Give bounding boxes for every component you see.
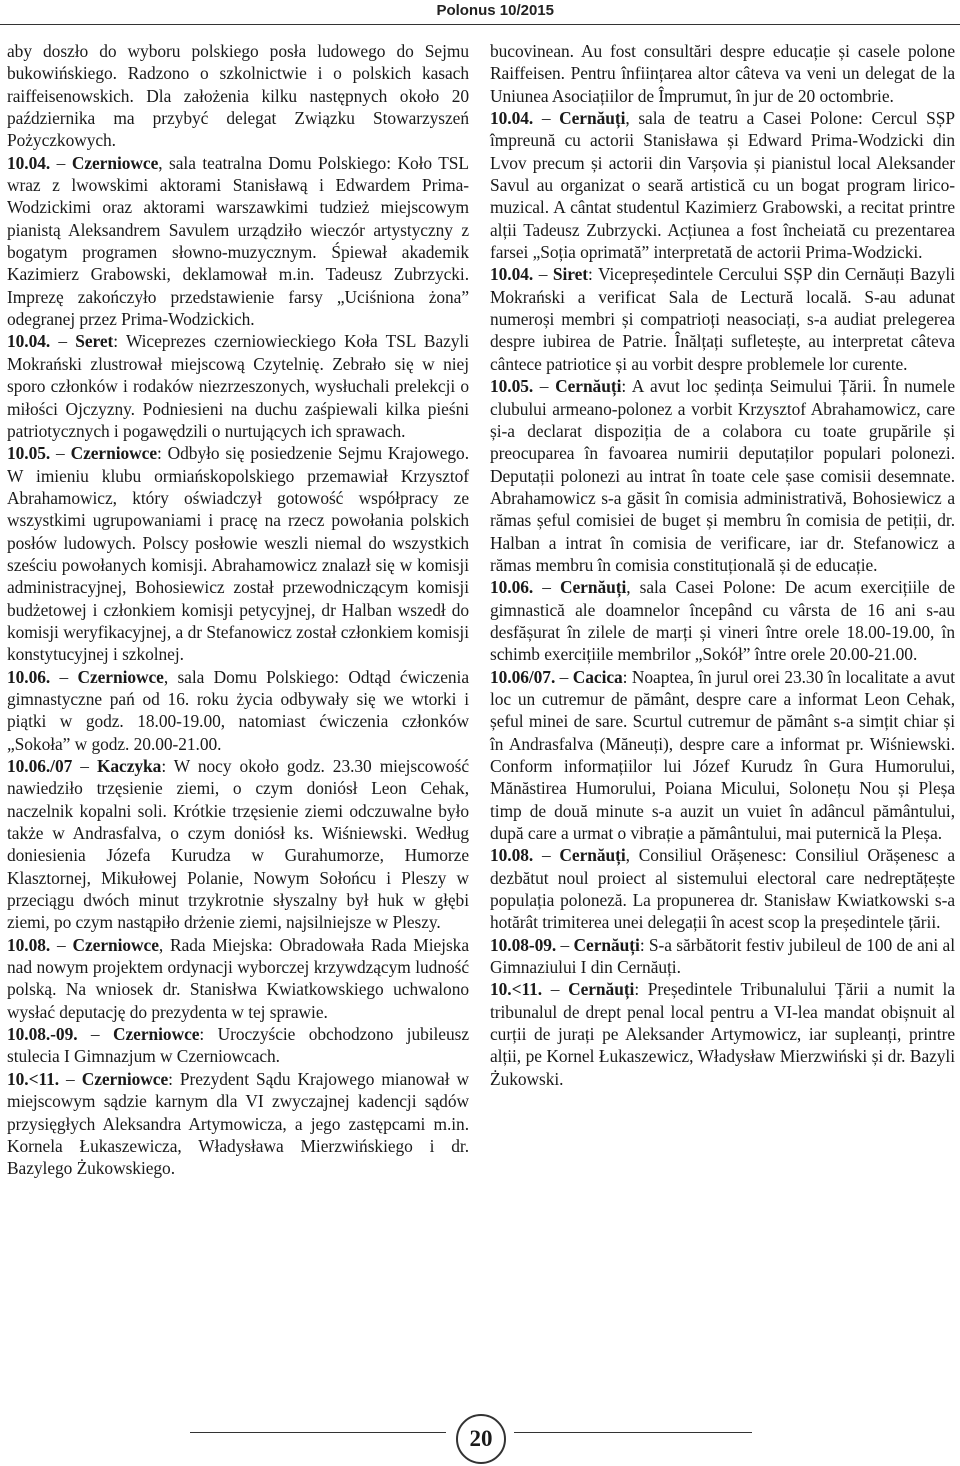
entry-separator: – <box>533 264 553 285</box>
entry-separator: – <box>533 577 560 598</box>
entry-place: Seret <box>75 331 114 352</box>
entry-place: Cernăuți <box>568 979 635 1000</box>
chronicle-entry <box>490 107 955 263</box>
journal-header: Polonus 10/2015 <box>436 2 554 19</box>
entry-separator: – <box>555 666 573 687</box>
chronicle-entry <box>490 978 955 1090</box>
entry-date: 10.06. <box>490 577 534 598</box>
chronicle-entry <box>7 666 469 755</box>
entry-text: : Vicepreședintele Cercului SȘP din Cernăuți Bazyli Mokrański a verificat Sala de Lectură locală. S-au adunat numeroși membri și compatrioți neasociați, s-a audiat prelegerea despre iubirea de Patrie. Înălțați sufletește, au interpretat câteva cântece patriotice și au vorbit despre problemele lor curente. <box>490 264 955 374</box>
chronicle-entry <box>490 576 955 665</box>
entry-separator: – <box>533 108 560 129</box>
entry-date: 10.08-09. <box>490 934 557 955</box>
entry-separator: – <box>50 443 71 464</box>
header-rule <box>0 24 960 25</box>
chronicle-entry <box>7 330 469 442</box>
entry-date: 10.08.-09. <box>7 1024 78 1045</box>
entry-place: Czerniowce <box>113 1024 200 1045</box>
entry-place: Cernăuți <box>573 934 640 955</box>
entry-separator: – <box>50 666 78 687</box>
entry-separator: – <box>542 979 569 1000</box>
left-entries <box>7 152 469 1180</box>
entry-date: 10.06. <box>7 666 51 687</box>
chronicle-entry <box>490 375 955 576</box>
entry-text: , sala teatralna Domu Polskiego: Koło TSL wraz z lwowskimi aktorami Stanisławą i Edwardem Prima-Wodzickimi oraz aktorami warszawkimi tudzież miejscowym pianistą Aleksandrem Savulem urządziło wieczór artystyczny z bogatym programen słowno-muzycznym. Śpiewał akademik Kazimierz Grabowski, deklamował m.in. Tadeusz Zubrzycki. Imprezę zakończyło przedstawienie farsy „Uciśniona żona” odegranej przez Prima-Wodzickich. <box>7 152 469 330</box>
entry-place: Siret <box>552 264 589 285</box>
entry-date: 10.04. <box>7 152 51 173</box>
chronicle-entry <box>490 934 955 979</box>
entry-text: : Președintele Tribunalului Țării a numit la tribunalul de drept penal local pentru a VI-lea mandat obișnuit al curții de jurați pe Aleksander Artymowicz, iar supleanți, printre alții, pe Kornel Łukaszewicz, Władysław Mierzwiński și dr. Bazyli Żukowski. <box>490 979 955 1089</box>
entry-date: 10.06./07 <box>7 756 73 776</box>
entry-place: Czerniowce <box>71 152 159 173</box>
entry-separator: – <box>50 331 76 352</box>
entry-date: 10.<11. <box>490 979 543 1000</box>
chronicle-entry <box>7 1068 469 1180</box>
entry-date: 10.04. <box>7 331 51 352</box>
footer-rule-right <box>514 1432 752 1433</box>
chronicle-entry <box>7 442 469 665</box>
entry-text: , sala de teatru a Casei Polone: Cercul SȘP împreună cu actorii Stanisława și Edward Prima-Wodzicki din Lvov precum și actorii din Varșovia și pianistul local Aleksander Savul au organizat o seară artistică cu un bogat program lirico-muzical. A cântat studentul Kazimierz Grabowski, a recitat printre alții Tadeusz Zubrzycki. Acțiunea a fost încheiată cu prezentarea farsei „Soția oprimată” interpretată de actorii Prima-Wodzicki. <box>490 108 955 263</box>
entry-place: Czerniowce <box>72 934 159 955</box>
right-entries <box>490 107 955 1090</box>
entry-separator: – <box>50 934 73 955</box>
chronicle-entry <box>7 934 469 1023</box>
chronicle-entry <box>490 666 955 845</box>
entry-date: 10.04. <box>490 108 534 129</box>
chronicle-entry <box>490 844 955 933</box>
entry-text: : Prezydent Sądu Krajowego mianował w miejscowym sądzie karnym dla VI zwyczajnej kadencji sądów przysięgłych Aleksandra Artymowicza, a jego zastępcami m.in. Kornela Łukaszewicza, Władysława Mierzwińskiego i dr. Bazylego Żukowskiego. <box>7 1068 469 1179</box>
entry-text: , Consiliul Orășenesc: Consiliul Orășenesc a dezbătut noul proiect al sistemului electoral care nedreptățește populația poloneză. La propunerea dr. Stanisław Kwiatkowski s-a hotărât trimiterea unei delegații în acest scop la președintele țării. <box>490 845 955 933</box>
entry-text: , Rada Miejska: Obradowała Rada Miejska nad nowym projektem ordynacji wyborczej krzywdzącym ludność polską. Na wniosek dr. Stanisłwa Kwiatkowskiego uchwalono wysłać deputację do prezydenta w tej sprawie. <box>7 934 469 1022</box>
entry-date: 10.05. <box>7 443 51 464</box>
entry-text: : A avut loc ședința Seimului Țării. În numele clubului armeano-polonez a vorbit Krzysztof Abrahamowicz, care și-a declarat dispoziția de a colabora cu toate grupările și preocuparea în favoarea numirii deputaților populari polonezi. Deputații polonezi au intrat în toate cele șase comisii desemnate. Abrahamowicz s-a găsit în comisia administrativă, Bohosiewicz a rămas șeful comisiei de buget și membru în comisia de petiții, dr. Halban a intrat în comisia de verificare, iar dr. Stefanowicz a rămas membru în comisia constituțională și de educație. <box>490 376 955 575</box>
entry-text: , sala Casei Polone: De acum exercițiile de gimnastică ale doamnelor începând cu vârsta de 16 ani s-au desfășurat în zilele de marți și vineri între orele 18.00-19.00, în schimb exercițiile membrilor „Sokół” între orele 20.00-21.00. <box>490 577 955 665</box>
entry-date: 10.06/07. <box>490 666 556 687</box>
entry-place: Czerniowce <box>81 1068 169 1089</box>
entry-place: Czerniowce <box>77 666 164 687</box>
entry-place: Cernăuți <box>559 845 626 866</box>
entry-place: Cacica <box>572 666 623 687</box>
entry-text: : Odbyło się posiedzenie Sejmu Krajowego. W imieniu klubu ormiańskopolskiego przemawiał Krzysztof Abrahamowicz, który oświadczył gotowość współpracy ze wszystkimi ugrupowaniami i pracę na rzecz powołania polskich posłów ludowych. Polscy posłowie weszli niemal do wszystkich sześciu powołanych komisji. Abrahamowicz znalazł się w komisji administracyjnej, Bohosiewicz został przewodniczącym komisji budżetowej i członkiem komisji petycyjnej, dr Halban wszedł do komisji weryfikacyjnej, a dr Stefanowicz został członkiem komisji konstytucyjnej i szkolnej. <box>7 443 470 665</box>
entry-separator: – <box>533 376 556 397</box>
chronicle-entry <box>7 152 469 331</box>
entry-date: 10.08. <box>490 845 534 866</box>
entry-place: Cernăuți <box>555 376 622 397</box>
entry-text: , sala Domu Polskiego: Odtąd ćwiczenia gimnastyczne pań od 16. roku życia odbywały się we wtorki i piątki w godz. 18.00-19.00, natomiast ćwiczenia członków „Sokoła” w godz. 20.00-21.00. <box>7 666 469 754</box>
entry-text: : W nocy około godz. 23.30 miejscowość nawiedziło trzęsienie ziemi, o czym doniósł Leon Cehak, naczelnik kopalni soli. Krótkie trzęsienie ziemi odczuwalne było także w Andrasfalva, o czym doniósł ks. Wiśniewski. Według doniesienia Józefa Kurudza w Gurahumorze, Humorze Klasztornej, Mikułowej Polanie, Nowym Sołońcu i Pleszy w przeciągu dwóch minut trzykrotnie słyszalny był huk w głębi ziemi, po czym nastąpiło drżenie ziemi, najsilniejsze w Pleszy. <box>7 756 469 933</box>
entry-date: 10.05. <box>490 376 534 397</box>
entry-separator: – <box>72 756 97 776</box>
entry-date: 10.04. <box>490 264 534 285</box>
entry-text: : Noaptea, în jurul orei 23.30 în localitate a avut loc un cutremur de pământ, despre care a informat Leon Cehak, șeful minei de sare. Scurtul cutremur de pământ s-a simțit chiar și în Andrasfalva (Măneuți), despre care a informat pr. Wiśniewski. Conform informațiilor lui Józef Kurudz în Gura Humorului, Mănăstirea Humorului, Poiana Micului, Solonețu Nou și Pleșa timp de două minute s-a auzit un vuiet în adâncul pământului, după care a urmat o vibrație a pământului, mai puternică la Pleșa. <box>490 666 955 844</box>
left-column-polish <box>7 40 469 1180</box>
chronicle-entry <box>490 263 955 375</box>
entry-separator: – <box>59 1068 82 1089</box>
entry-text: : S-a sărbătorit festiv jubileul de 100 de ani al Gimnaziului I din Cernăuți. <box>490 934 955 978</box>
left-intro-paragraph: aby doszło do wyboru polskiego posła ludowego do Sejmu bukowińskiego. Radzono o szkolnictwie i o polskich kasach raiffeisenowskich. Dla założenia kilku następnych około 20 października ma przybyć delegat Związku Stowarzyszeń Pożyczkowych. <box>7 41 469 151</box>
entry-place: Czerniowce <box>70 443 157 464</box>
entry-place: Kaczyka <box>96 756 162 776</box>
footer-rule-left <box>190 1432 446 1433</box>
entry-separator: – <box>533 845 560 866</box>
entry-date: 10.08. <box>7 934 51 955</box>
entry-separator: – <box>556 934 574 955</box>
chronicle-entry <box>7 1023 469 1068</box>
entry-date: 10.<11. <box>7 1068 60 1089</box>
entry-separator: – <box>77 1024 113 1045</box>
right-intro-paragraph: bucovinean. Au fost consultări despre educație și casele polone Raiffeisen. Pentru înființarea altor câteva va veni un delegat de la Uniunea Asociațiilor de Împrumut, în jur de 20 octombrie. <box>490 41 955 106</box>
entry-place: Cernăuți <box>559 577 627 598</box>
right-column-romanian <box>490 40 955 1090</box>
chronicle-entry <box>7 755 469 934</box>
entry-place: Cernăuți <box>559 108 626 129</box>
page-number: 20 <box>456 1414 506 1464</box>
entry-separator: – <box>50 152 72 173</box>
entry-text: : Wiceprezes czerniowieckiego Koła TSL Bazyli Mokrański zlustrował miejscową Czytelnię. Zebrało się w niej sporo członków i rodaków niezrzeszonych, wysłuchali prelekcji o miłości Ojczyzny. Podniesieni na duchu zaśpiewali kilka pieśni patriotycznych i pogawędzili o nurtujących ich sprawach. <box>7 331 469 441</box>
entry-text: : Uroczyście obchodzono jubileusz stulecia I Gimnazjum w Czerniowcach. <box>7 1024 469 1067</box>
